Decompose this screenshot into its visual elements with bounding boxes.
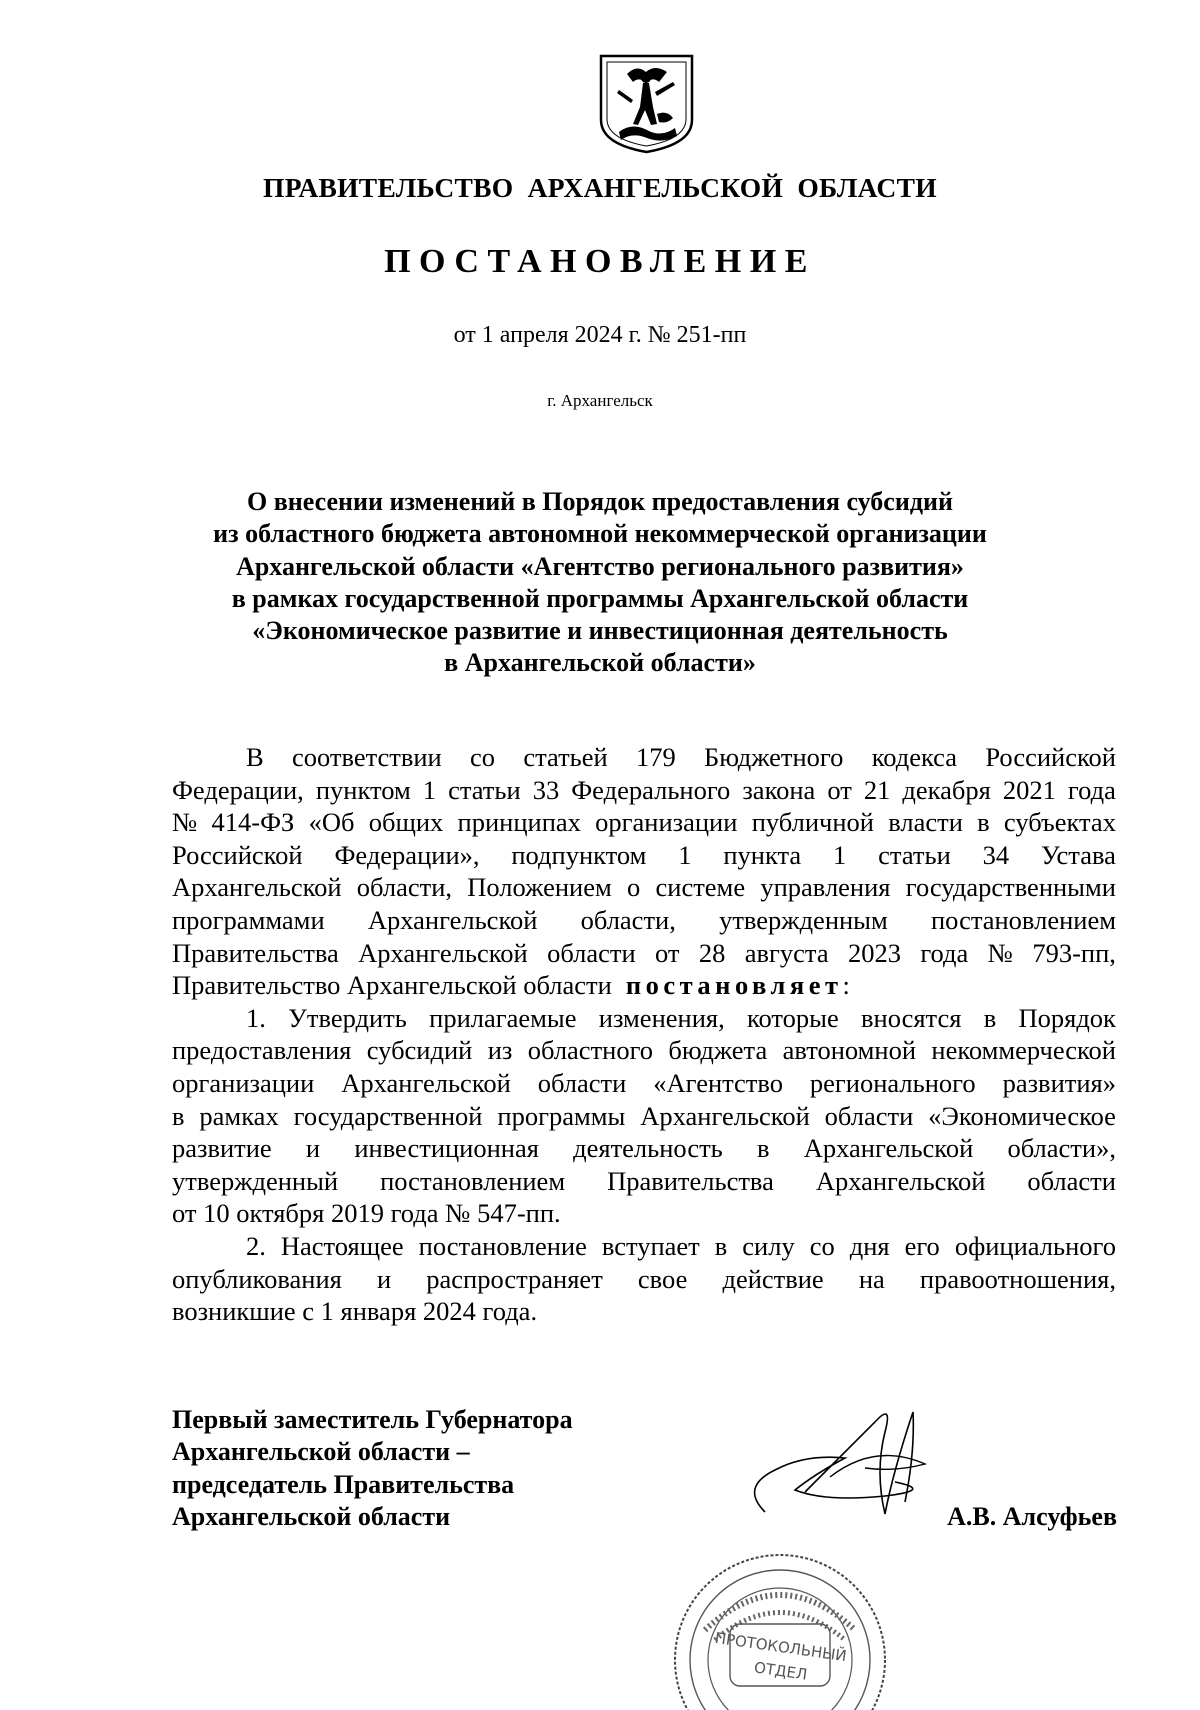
word: дня: [849, 1230, 890, 1261]
body-line: [172, 839, 1116, 872]
word: Федерации,: [172, 774, 304, 805]
signatory-position: [172, 1404, 573, 1533]
word: его: [904, 1230, 940, 1261]
word: Настоящее: [280, 1230, 404, 1261]
word: Архангельской: [815, 1165, 986, 1196]
body-line: возникшие с 1 января 2024 года.: [172, 1296, 538, 1327]
word: области: [1027, 1165, 1116, 1196]
body-line: [172, 1100, 1116, 1133]
word: развитие: [172, 1133, 272, 1164]
position-line: Архангельской области –: [172, 1437, 470, 1467]
title-line: «Экономическое развитие и инвестиционная деятельность: [252, 616, 948, 646]
word: со: [470, 742, 496, 772]
word: №: [987, 937, 1013, 968]
word: некоммерческой: [931, 1035, 1116, 1066]
stamp-line-1: ПРОТОКОЛЬНЫЙ: [713, 1628, 848, 1666]
word: Архангельской: [640, 1100, 810, 1131]
body-line: [172, 1132, 1116, 1165]
word: 179: [636, 742, 676, 772]
word: из: [487, 1035, 513, 1066]
word: власти: [888, 807, 963, 838]
word: постановлением: [380, 1165, 566, 1196]
handwritten-signature: [735, 1392, 970, 1542]
word: 414-ФЗ: [211, 807, 295, 838]
word: общих: [368, 807, 444, 838]
word: развития»: [1002, 1067, 1116, 1098]
word: 34: [982, 839, 1010, 870]
word: Положением: [467, 872, 612, 903]
word: распространяет: [426, 1263, 603, 1294]
word: 21: [863, 774, 891, 805]
body-line: [172, 1230, 1116, 1263]
signatory-name: А.В. Алсуфьев: [947, 1502, 1117, 1531]
body-line: [172, 904, 1116, 937]
body-line: [172, 1067, 1116, 1100]
document-type: ПОСТАНОВЛЕНИЕ: [384, 243, 816, 280]
word: принципах: [457, 807, 581, 838]
body-line: [172, 741, 1116, 774]
word: 793-пп,: [1032, 937, 1116, 968]
document-body: [172, 741, 1116, 1328]
body-line: [172, 871, 1116, 904]
stamp-line-2: ОТДЕЛ: [752, 1658, 809, 1684]
word: 1: [678, 839, 692, 870]
document-city: г. Архангельск: [547, 391, 653, 410]
word: программы: [497, 1100, 626, 1131]
word: регионального: [809, 1067, 976, 1098]
decree-keyword: постановляет: [625, 970, 843, 1001]
position-line: Архангельской области: [172, 1501, 451, 1531]
word: декабря: [902, 774, 991, 805]
word: года: [920, 937, 969, 968]
word: организации: [595, 807, 738, 838]
word: вступает: [601, 1230, 700, 1261]
word: утвержденным: [719, 904, 888, 935]
word: Российской: [172, 839, 303, 870]
word: официального: [954, 1230, 1116, 1261]
position-line: председатель Правительства: [172, 1469, 515, 1499]
position-line: Первый заместитель Губернатора: [172, 1405, 573, 1434]
word: в: [714, 1230, 728, 1261]
word: прилагаемые: [429, 1002, 577, 1033]
word: Архангельской: [367, 904, 538, 935]
word: деятельность: [573, 1133, 723, 1164]
title-line: в рамках государственной программы Архангельской области: [231, 583, 969, 613]
word: 2.: [246, 1230, 266, 1261]
word: Устава: [1040, 839, 1116, 870]
body-line: от 10 октября 2019 года № 547-пп.: [172, 1198, 561, 1229]
word: рамках: [199, 1100, 279, 1131]
word: статьей: [523, 742, 608, 772]
word: опубликования: [172, 1263, 342, 1294]
word: на: [858, 1263, 885, 1294]
word: 33: [532, 774, 560, 805]
organization-name: ПРАВИТЕЛЬСТВО АРХАНГЕЛЬСКОЙ ОБЛАСТИ: [263, 172, 937, 203]
word: 2023: [847, 937, 901, 968]
word: со: [809, 1230, 835, 1261]
word: Российской: [985, 742, 1116, 772]
document-title: [0, 486, 1200, 680]
word: области: [824, 1100, 914, 1131]
word: государственной: [293, 1100, 483, 1131]
word: соответствии: [291, 742, 442, 772]
word: от: [655, 937, 680, 968]
word: вносятся: [861, 1002, 962, 1033]
body-line: [172, 969, 1116, 1002]
word: действие: [722, 1263, 824, 1294]
word: силу: [742, 1230, 795, 1261]
word: правоотношения,: [919, 1263, 1116, 1294]
word: и: [376, 1263, 392, 1294]
word: 1: [833, 839, 847, 870]
body-line: [172, 937, 1116, 970]
word: Федерации»,: [334, 839, 480, 870]
word: и: [305, 1133, 321, 1164]
title-line: Архангельской области «Агентство регионального развития»: [236, 551, 964, 581]
word: субсидий: [366, 1035, 473, 1066]
word: «Об: [308, 807, 355, 838]
word: в: [977, 807, 990, 838]
word: управления: [760, 872, 891, 903]
word: статьи: [878, 839, 951, 870]
word: «Агентство: [653, 1067, 783, 1098]
word: пунктом: [315, 774, 411, 805]
word: Правительства: [607, 1165, 774, 1196]
round-stamp: [660, 1550, 890, 1710]
word: в: [172, 1100, 185, 1131]
word: Архангельской: [803, 1133, 974, 1164]
word: августа: [744, 937, 829, 968]
word: постановление: [418, 1230, 587, 1261]
word: области»,: [1007, 1133, 1116, 1164]
word: системе: [655, 872, 746, 903]
word: подпунктом: [511, 839, 647, 870]
word: «Экономическое: [928, 1100, 1116, 1131]
body-text: Правительство Архангельской области: [172, 970, 612, 1001]
word: кодекса: [871, 742, 958, 772]
word: закона: [742, 774, 816, 805]
word: пункта: [723, 839, 802, 870]
word: публичной: [751, 807, 874, 838]
word: Бюджетного: [704, 742, 844, 772]
word: Архангельской: [172, 872, 342, 903]
word: государственными: [905, 872, 1116, 903]
word: областного: [527, 1035, 654, 1066]
word: в: [756, 1133, 770, 1164]
word: программами: [172, 904, 325, 935]
word: области: [537, 1067, 627, 1098]
word: 1: [422, 774, 437, 805]
word: Правительства: [172, 937, 339, 968]
word: автономной: [782, 1035, 917, 1066]
word: Архангельской: [358, 937, 528, 968]
word: Утвердить: [288, 1002, 407, 1033]
word: Архангельской: [341, 1067, 511, 1098]
word: области,: [580, 904, 676, 935]
word: статьи: [448, 774, 521, 805]
word: субъектах: [1003, 807, 1116, 838]
word: 1.: [246, 1002, 266, 1033]
word: изменения,: [598, 1002, 725, 1033]
word: В: [246, 742, 264, 772]
word: Порядок: [1018, 1002, 1116, 1033]
word: 28: [698, 937, 726, 968]
body-line: [172, 1034, 1116, 1067]
word: утвержденный: [172, 1165, 339, 1196]
word: области: [547, 937, 636, 968]
word: свое: [637, 1263, 688, 1294]
body-line: [172, 1165, 1116, 1198]
word: от: [827, 774, 852, 805]
body-line: [172, 806, 1116, 839]
word: бюджета: [668, 1035, 768, 1066]
word: организации: [172, 1067, 315, 1098]
word: о: [627, 872, 641, 903]
word: которые: [746, 1002, 839, 1033]
word: инвестиционная: [354, 1133, 539, 1164]
word: года: [1067, 774, 1116, 805]
word: области,: [356, 872, 453, 903]
title-line: из областного бюджета автономной некоммерческой организации: [213, 519, 987, 549]
word: постановлением: [930, 904, 1116, 935]
word: 2021: [1002, 774, 1056, 805]
body-line: [172, 1263, 1116, 1296]
body-line: [172, 1002, 1116, 1035]
title-line: О внесении изменений в Порядок предоставления субсидий: [247, 487, 953, 516]
document-date-number: от 1 апреля 2024 г. № 251-пп: [453, 322, 747, 348]
colon: :: [842, 970, 850, 1001]
word: №: [172, 807, 198, 838]
word: в: [983, 1002, 997, 1033]
coat-of-arms-icon: [597, 52, 696, 155]
word: Федерального: [571, 774, 731, 805]
title-line: в Архангельской области»: [444, 648, 756, 678]
body-line: [172, 774, 1116, 807]
word: предоставления: [172, 1035, 352, 1066]
